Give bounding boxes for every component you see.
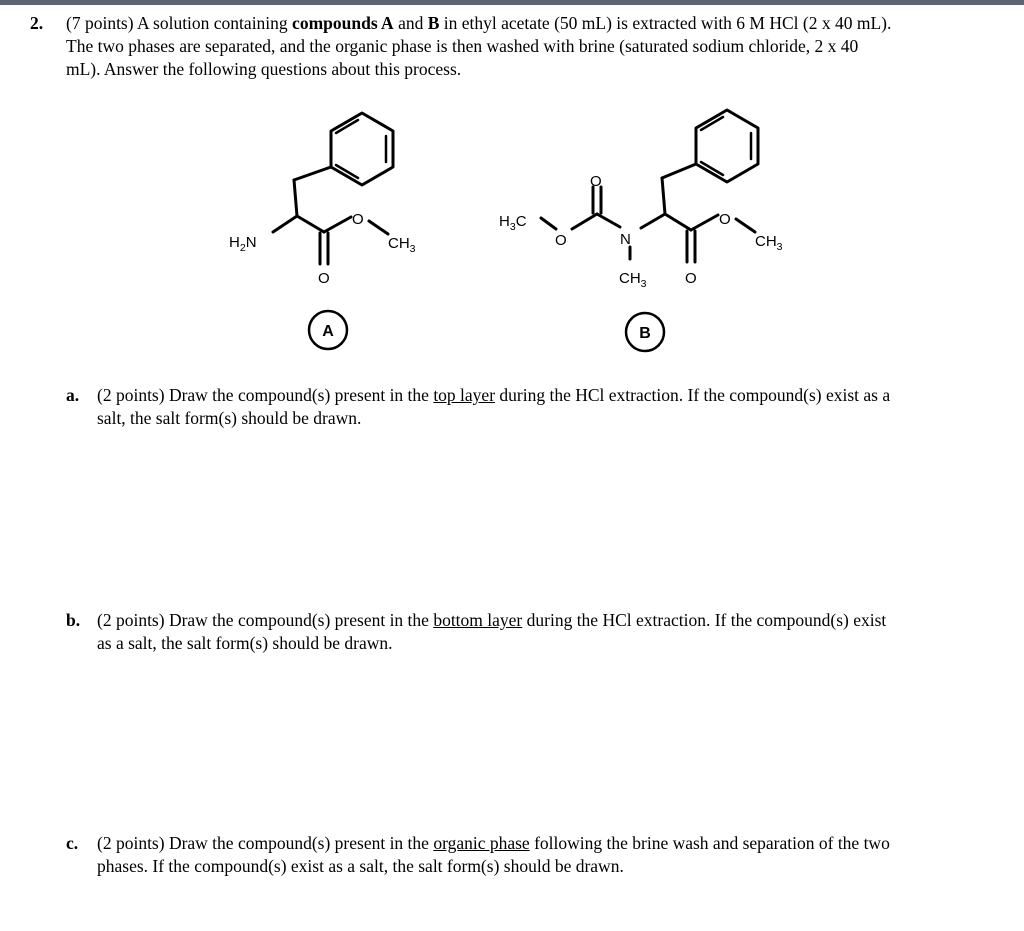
compound-b-n-methyl: $CH_3$ [619,270,647,290]
question-line-3: mL). Answer the following questions about this process. [66,59,462,79]
part-b [0,609,1024,657]
question-text [0,12,1024,82]
part-b-line-1: (2 points) Draw the compound(s) present in the bottom layer during the HCl extraction. If the compound(s) exist [97,610,887,630]
question-line-2: The two phases are separated, and the organic phase is then washed with brine (saturated sodium chloride, 2 x 40 [66,36,859,56]
compound-a-carbonyl-oxygen: O [318,270,330,287]
compound-b-carbamate-carbonyl-oxygen: O [590,173,602,190]
part-a-letter: a. [66,385,80,405]
compound-b-ester-oxygen: O [719,211,731,228]
part-c [0,832,1024,880]
question-line-1: (7 points) A solution containing compounds A and B in ethyl acetate (50 mL) is extracted with 6 M HCl (2 x 40 mL). [66,13,892,33]
question-number: 2. [30,13,44,33]
compound-b-label: B [639,325,651,342]
compound-b-h3c: $H_3C$ [499,213,527,233]
compound-b-nitrogen: N [620,231,631,248]
part-c-letter: c. [66,833,79,853]
compound-b-ch3: $CH_3$ [755,233,783,253]
compound-b-benzene-ring [696,110,758,182]
part-c-underlined: organic phase [433,833,530,853]
compound-a-label: A [322,323,334,340]
compound-a-h2n: $H_2N$ [229,234,257,254]
compound-a-structure [273,113,393,264]
compound-a-ester-oxygen: O [352,211,364,228]
part-a-underlined: top layer [433,385,496,405]
compound-a-ch3: $CH_3$ [388,235,416,255]
part-c-line-2: phases. If the compound(s) exist as a salt, the salt form(s) should be drawn. [97,856,624,876]
compound-b-carbamate-oxygen: O [555,232,567,249]
part-a [0,384,1024,432]
compound-b-ester-carbonyl-oxygen: O [685,270,697,287]
compound-b-structure [541,110,758,262]
part-b-underlined: bottom layer [433,610,523,630]
compound-a-benzene-ring [331,113,393,185]
part-b-line-2: as a salt, the salt form(s) should be drawn. [97,633,393,653]
part-b-letter: b. [66,610,81,630]
part-a-line-1: (2 points) Draw the compound(s) present in the top layer during the HCl extraction. If the compound(s) exist as a [97,385,891,405]
part-a-line-2: salt, the salt form(s) should be drawn. [97,408,362,428]
top-border [0,0,1024,5]
structures-figure [0,90,1024,360]
part-c-line-1: (2 points) Draw the compound(s) present in the organic phase following the brine wash and separation of the two [97,833,890,853]
